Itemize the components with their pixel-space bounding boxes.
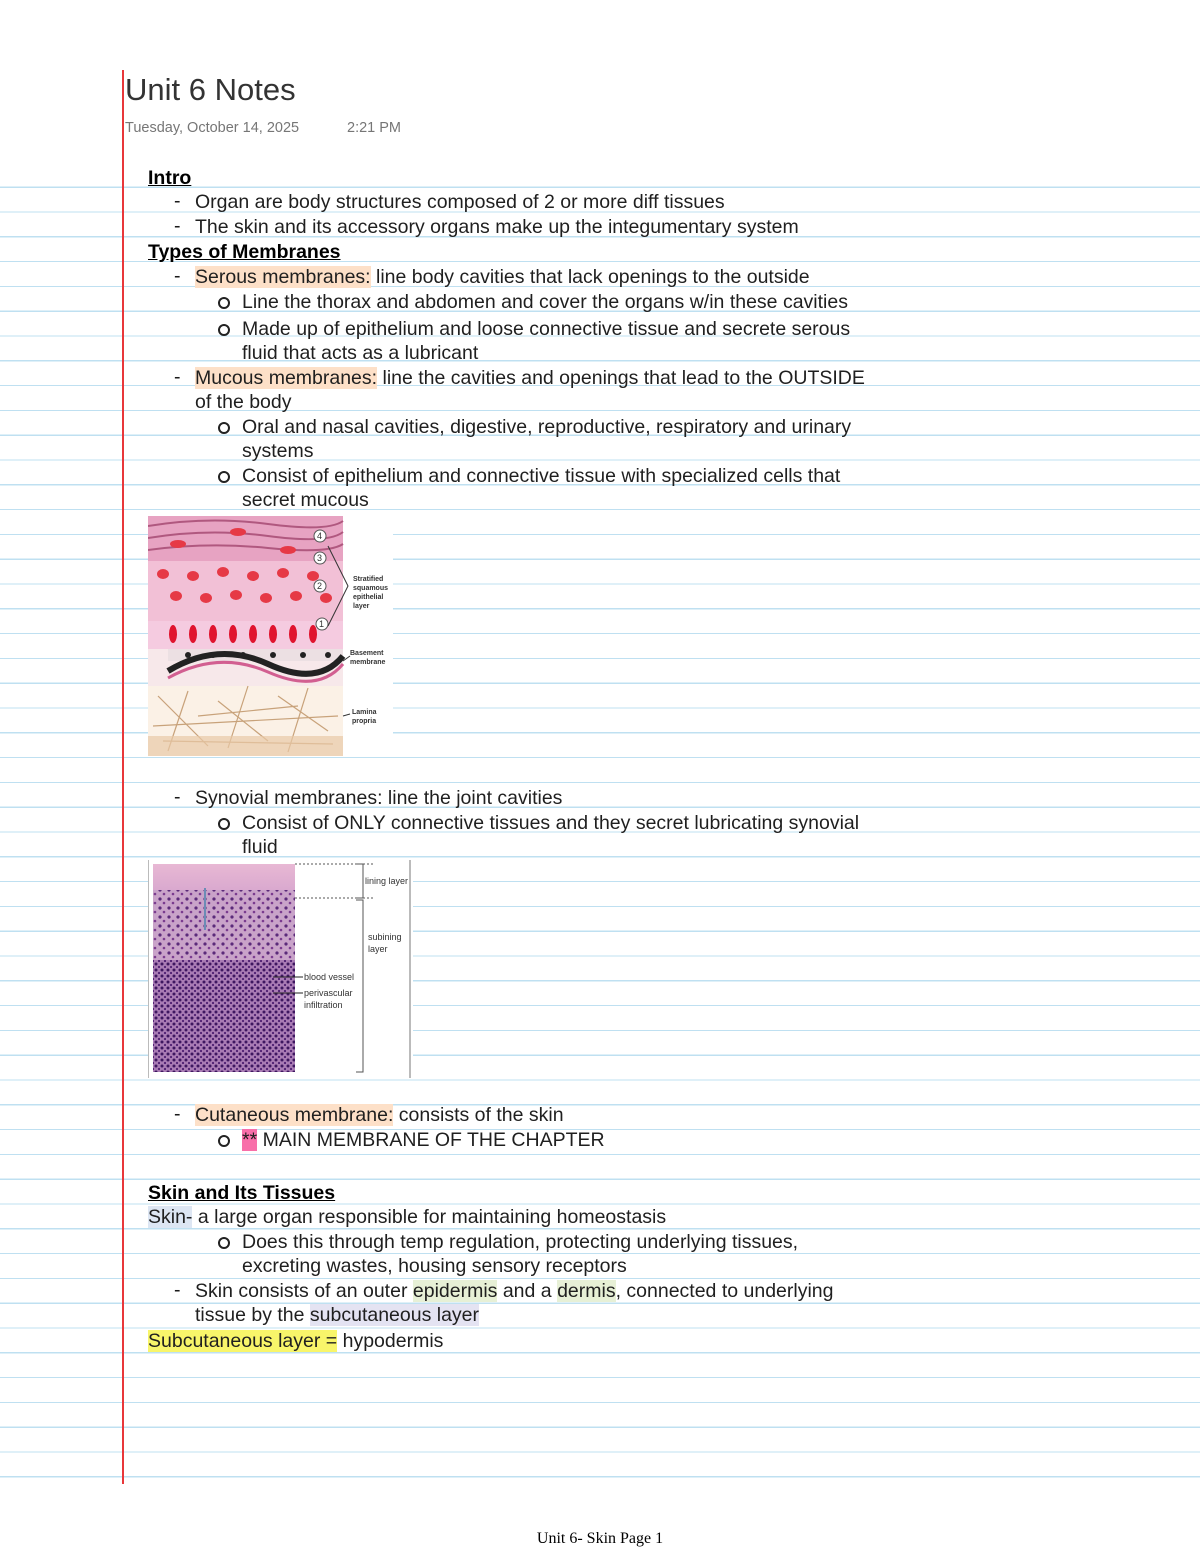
circle-bullet-icon [218,471,230,483]
list-item: Oral and nasal cavities, digestive, reproductive, respiratory and urinary [242,416,852,438]
dash-marker: - [174,265,181,287]
layer-number: 2 [317,581,323,591]
synovial-diagram [148,860,413,1078]
circle-bullet-icon [218,324,230,336]
dash-marker: - [174,1279,181,1301]
mucous-term: Mucous membranes: [195,367,378,389]
fig1-label-epithelium-1: Stratified [353,576,384,583]
list-item: Organ are body structures composed of 2 or more diff tissues [195,191,725,213]
fig1-label-epithelium-2: squamous [353,585,389,592]
dash-marker: - [174,215,181,237]
synovial-figure [148,860,413,1078]
dash-marker: - [174,1103,181,1125]
cutaneous-term: Cutaneous membrane: [195,1104,394,1126]
dash-marker: - [174,190,181,212]
cutaneous-item [195,1103,564,1127]
layer-number: 1 [319,619,325,629]
fig2-label-perivascular-1: perivascular [304,988,353,998]
epithelium-diagram [148,516,393,756]
hypodermis-text: hypodermis [337,1330,444,1352]
mucous-item-cont: of the body [195,391,292,413]
synovial-term: Synovial membranes: [195,787,383,809]
list-item-cont: excreting wastes, housing sensory receptors [242,1255,627,1277]
star-highlight: ** [242,1129,258,1151]
skin-heading: Skin and Its Tissues [148,1182,336,1204]
text-run: tissue by the [195,1304,310,1326]
list-item-cont: systems [242,440,314,462]
skin-definition [148,1205,666,1229]
mucous-item [195,366,865,390]
text-run: and a [497,1280,558,1302]
page-title: Unit 6 Notes [125,72,296,107]
page-time: 2:21 PM [347,120,401,136]
synovial-item [195,786,562,810]
page-date: Tuesday, October 14, 2025 [125,120,300,136]
list-item: Made up of epithelium and loose connective tissue and secrete serous [242,318,851,340]
list-item: Line the thorax and abdomen and cover the organs w/in these cavities [242,291,848,313]
main-membrane-note: MAIN MEMBRANE OF THE CHAPTER [257,1129,605,1151]
list-item: Consist of ONLY connective tissues and they secret lubricating synovial [242,812,860,834]
synovial-text: line the joint cavities [382,787,563,809]
fig2-label-subining-2: layer [368,944,388,954]
skin-term: Skin- [148,1206,193,1228]
subcutaneous-term: subcutaneous layer [309,1304,480,1326]
list-item-cont: fluid that acts as a lubricant [242,342,479,364]
skin-layers-item-cont [195,1303,479,1327]
list-item-cont: secret mucous [242,489,369,511]
page-footer: Unit 6- Skin Page 1 [536,1530,664,1547]
intro-heading: Intro [148,167,192,189]
epidermis-term: epidermis [412,1280,498,1302]
layer-number: 4 [317,531,323,541]
fig2-label-lining: lining layer [365,876,409,886]
mucous-text: line the cavities and openings that lead to the OUTSIDE [377,367,865,389]
fig2-label-vessel: blood vessel [304,972,355,982]
fig1-label-epithelium-3: epithelial [353,594,384,601]
fig1-label-basement-1: Basement [350,650,384,657]
fig2-label-subining-1: subining [368,932,402,942]
layer-number: 3 [317,553,323,563]
serous-text: line body cavities that lack openings to the outside [370,266,810,288]
dash-marker: - [174,366,181,388]
fig1-label-basement-2: membrane [350,659,386,666]
skin-layers-item [195,1279,833,1303]
margin-line [122,70,124,1484]
text-run: Skin consists of an outer [195,1280,413,1302]
serous-term: Serous membranes: [195,266,371,288]
dermis-term: dermis [557,1280,616,1302]
circle-bullet-icon [218,1135,230,1147]
fig1-label-lamina-2: propria [352,718,377,725]
circle-bullet-icon [218,297,230,309]
list-item [242,1128,605,1152]
text-run: , connected to underlying [615,1280,834,1302]
dash-marker: - [174,786,181,808]
epithelium-figure [148,516,393,756]
circle-bullet-icon [218,1237,230,1249]
list-item: Does this through temp regulation, protecting underlying tissues, [242,1231,799,1253]
list-item: The skin and its accessory organs make up the integumentary system [195,216,799,238]
cutaneous-text: consists of the skin [393,1104,564,1126]
subcutaneous-highlight: Subcutaneous layer = [148,1330,338,1352]
fig1-label-lamina-1: Lamina [352,709,377,716]
hypodermis-note [148,1329,443,1353]
circle-bullet-icon [218,818,230,830]
list-item-cont: fluid [242,836,278,858]
serous-item [195,265,810,289]
list-item: Consist of epithelium and connective tissue with specialized cells that [242,465,841,487]
fig2-label-perivascular-2: infiltration [304,1000,343,1010]
circle-bullet-icon [218,422,230,434]
fig1-label-epithelium-4: layer [353,603,370,610]
membranes-heading: Types of Membranes [148,241,341,263]
skin-def: a large organ responsible for maintaining homeostasis [192,1206,667,1228]
